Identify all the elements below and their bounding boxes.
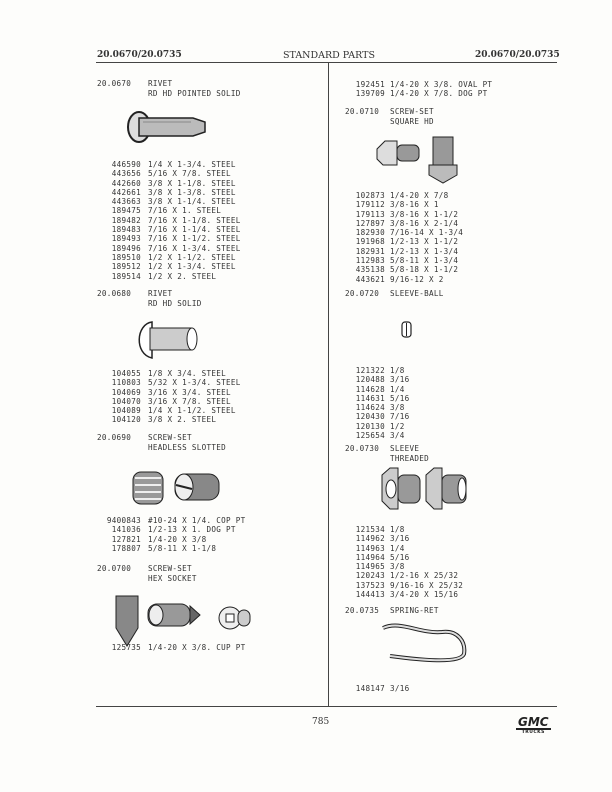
part-number: 120130 (355, 421, 385, 431)
section-title: SCREW-SET (390, 107, 434, 116)
section-code: 20.0680 (97, 289, 132, 298)
part-row (337, 210, 537, 219)
section-code: 20.0735 (345, 606, 380, 615)
part-number: 189482 (111, 215, 141, 225)
header-range-right: 20.0670/20.0735 (475, 50, 560, 60)
part-row (337, 228, 537, 237)
part-description: 7/16 X 1-3/4. STEEL (148, 243, 241, 253)
part-number: 104089 (111, 406, 141, 416)
part-number: 189483 (111, 225, 141, 235)
part-row (337, 366, 537, 375)
square-head-screw-icon (375, 135, 465, 185)
part-number: 443663 (111, 197, 141, 207)
part-description: 1/4-20 X 3/8. CUP PT (148, 643, 246, 652)
section-code: 20.0690 (97, 433, 132, 442)
part-number: 192451 (355, 80, 385, 89)
part-row (89, 179, 289, 188)
part-row (89, 234, 289, 243)
part-row (89, 378, 289, 387)
part-row (89, 516, 289, 525)
part-row (337, 562, 537, 571)
part-row (337, 237, 537, 246)
part-number: 112983 (355, 256, 385, 266)
part-row (89, 643, 289, 652)
part-description: 1/4 (390, 543, 405, 553)
section-title: SCREW-SET (148, 564, 192, 573)
header-range-left: 20.0670/20.0735 (97, 50, 182, 60)
part-row (89, 197, 289, 206)
section-title: SLEEVE (390, 444, 420, 453)
part-row (337, 80, 537, 89)
part-row (89, 535, 289, 544)
section-code: 20.0710 (345, 107, 380, 116)
part-number: 182930 (355, 228, 385, 238)
part-number: 442660 (111, 178, 141, 188)
part-description: 1/4 X 1-3/4. STEEL (148, 160, 236, 169)
threaded-sleeve-icon (380, 465, 470, 515)
part-number: 9400843 (106, 516, 141, 525)
part-row (337, 684, 537, 693)
ball-sleeve-icon (400, 320, 414, 340)
section-title: RIVET (148, 289, 173, 298)
part-number: 104055 (111, 369, 141, 378)
part-row (89, 160, 289, 169)
part-row (89, 525, 289, 534)
part-row (89, 397, 289, 406)
part-description: 3/8 (390, 403, 405, 413)
section-title: SCREW-SET (148, 433, 192, 442)
part-description: 3/8 X 1-1/8. STEEL (148, 178, 236, 188)
part-description: 1/8 (390, 366, 405, 375)
column-divider (328, 62, 329, 707)
part-number: 120243 (355, 571, 385, 581)
header-rule (96, 62, 557, 63)
part-number: 114965 (355, 562, 385, 572)
part-number: 104070 (111, 396, 141, 406)
part-description: 3/16 (390, 534, 410, 544)
part-row (337, 247, 537, 256)
part-description: 7/16 X 1-1/8. STEEL (148, 215, 241, 225)
part-number: 137523 (355, 580, 385, 590)
part-number: 189510 (111, 252, 141, 262)
part-description: 3/4 (390, 431, 405, 441)
section-title: RD HD POINTED SOLID (148, 89, 241, 98)
part-description: 3/8-16 X 1-1/2 (390, 209, 459, 219)
section-title: SPRING-RET (390, 606, 439, 615)
part-description: 1/2 X 1-3/4. STEEL (148, 262, 236, 272)
part-description: 5/16 (390, 552, 410, 562)
part-description: 7/16 (390, 412, 410, 422)
part-row (337, 200, 537, 209)
part-number: 139709 (355, 89, 385, 99)
part-row (337, 544, 537, 553)
part-number: 179112 (355, 200, 385, 210)
part-row (89, 169, 289, 178)
part-number: 144413 (355, 590, 385, 600)
part-description: 1/4 (390, 384, 405, 394)
part-number: 125654 (355, 431, 385, 441)
part-number: 114631 (355, 393, 385, 403)
part-number: 114964 (355, 552, 385, 562)
part-description: 5/16 X 7/8. STEEL (148, 169, 231, 179)
part-row (337, 553, 537, 562)
part-number: 189512 (111, 262, 141, 272)
part-number: 178807 (111, 543, 141, 553)
part-description: 1/2-13 X 1-1/2 (390, 237, 459, 247)
part-row (89, 188, 289, 197)
parts-list (337, 80, 537, 99)
section-title: RD HD SOLID (148, 299, 202, 308)
page-number: 785 (312, 717, 330, 727)
part-description: 1/4-20 X 3/8 (148, 534, 207, 544)
part-row (337, 571, 537, 580)
part-number: 182931 (355, 246, 385, 256)
part-row (89, 388, 289, 397)
part-row (337, 581, 537, 590)
part-description: 3/16 (390, 684, 410, 693)
part-number: 114963 (355, 543, 385, 553)
section-title: HEADLESS SLOTTED (148, 443, 226, 452)
part-row (89, 262, 289, 271)
part-row (337, 191, 537, 200)
parts-list (337, 684, 537, 693)
parts-list (337, 191, 537, 284)
part-description: 9/16-12 X 2 (390, 274, 444, 284)
parts-list (337, 366, 537, 440)
part-number: 443621 (355, 274, 385, 284)
parts-list (89, 516, 289, 553)
rivet-pointed-icon (125, 108, 215, 146)
part-description: 1/4-20 X 7/8. DOG PT (390, 89, 488, 99)
part-number: 446590 (111, 160, 141, 169)
set-screw-slotted-icon (130, 468, 230, 508)
part-description: 7/16 X 1-1/4. STEEL (148, 225, 241, 235)
part-row (337, 590, 537, 599)
part-number: 189475 (111, 206, 141, 216)
section-title: SQUARE HD (390, 117, 434, 126)
section-code: 20.0670 (97, 79, 132, 88)
part-row (337, 256, 537, 265)
part-number: 435138 (355, 265, 385, 275)
part-description: 1/4-20 X 3/8. OVAL PT (390, 80, 493, 89)
part-description: 5/8-11 X 1-3/4 (390, 256, 459, 266)
part-number: 189514 (111, 271, 141, 281)
section-code: 20.0700 (97, 564, 132, 573)
part-description: 1/4 X 1-1/2. STEEL (148, 406, 236, 416)
part-row (89, 415, 289, 424)
part-row (89, 544, 289, 553)
part-description: #10-24 X 1/4. COP PT (148, 516, 246, 525)
part-description: 1/2-13 X 1. DOG PT (148, 525, 236, 535)
part-description: 3/4-20 X 15/16 (390, 590, 459, 600)
part-number: 120430 (355, 412, 385, 422)
part-number: 189496 (111, 243, 141, 253)
part-number: 191968 (355, 237, 385, 247)
part-description: 5/8-11 X 1-1/8 (148, 543, 217, 553)
section-code: 20.0720 (345, 289, 380, 298)
part-number: 110803 (111, 378, 141, 388)
part-row (337, 375, 537, 384)
parts-list (337, 525, 537, 599)
part-description: 9/16-16 X 25/32 (390, 580, 464, 590)
part-row (337, 412, 537, 421)
part-number: 121534 (355, 525, 385, 534)
part-description: 3/8 X 1-3/8. STEEL (148, 187, 236, 197)
gmc-trucks-logo: GMC TRUCKS (518, 715, 549, 735)
section-title: HEX SOCKET (148, 574, 197, 583)
part-description: 1/2 X 2. STEEL (148, 271, 217, 281)
section-title: SLEEVE-BALL (390, 289, 444, 298)
part-row (337, 394, 537, 403)
part-description: 1/4-20 X 7/8 (390, 191, 449, 200)
part-number: 189493 (111, 234, 141, 244)
part-row (337, 431, 537, 440)
part-description: 3/8-16 X 2-1/4 (390, 218, 459, 228)
part-description: 1/2 (390, 421, 405, 431)
part-row (89, 272, 289, 281)
part-description: 3/16 (390, 375, 410, 385)
part-row (89, 216, 289, 225)
part-description: 1/2 X 1-1/2. STEEL (148, 252, 236, 262)
footer-rule (96, 706, 557, 707)
part-row (337, 403, 537, 412)
part-description: 7/16-14 X 1-3/4 (390, 228, 464, 238)
retaining-spring-icon (380, 620, 470, 670)
part-description: 3/8 (390, 562, 405, 572)
part-row (337, 525, 537, 534)
part-row (337, 219, 537, 228)
part-row (337, 89, 537, 98)
part-description: 1/2-16 X 25/32 (390, 571, 459, 581)
header-title: STANDARD PARTS (283, 50, 375, 61)
part-row (89, 244, 289, 253)
part-description: 3/8-16 X 1 (390, 200, 439, 210)
part-row (337, 265, 537, 274)
part-description: 1/2-13 X 1-3/4 (390, 246, 459, 256)
part-row (337, 385, 537, 394)
part-row (89, 206, 289, 215)
part-number: 443656 (111, 169, 141, 179)
part-description: 7/16 X 1. STEEL (148, 206, 222, 216)
part-row (89, 406, 289, 415)
part-number: 114628 (355, 384, 385, 394)
part-description: 1/8 (390, 525, 405, 534)
parts-list (89, 643, 289, 652)
section-title: RIVET (148, 79, 173, 88)
part-number: 102873 (355, 191, 385, 200)
part-row (337, 275, 537, 284)
parts-list (89, 160, 289, 281)
part-description: 3/16 X 3/4. STEEL (148, 387, 231, 397)
part-number: 121322 (355, 366, 385, 375)
part-number: 104120 (111, 415, 141, 425)
part-number: 114962 (355, 534, 385, 544)
part-row (89, 253, 289, 262)
part-description: 5/16 (390, 393, 410, 403)
part-row (89, 225, 289, 234)
part-number: 114624 (355, 403, 385, 413)
section-title: THREADED (390, 454, 429, 463)
part-description: 3/8 X 2. STEEL (148, 415, 217, 425)
part-description: 5/8-18 X 1-1/2 (390, 265, 459, 275)
part-description: 3/8 X 1-1/4. STEEL (148, 197, 236, 207)
part-number: 179113 (355, 209, 385, 219)
part-row (89, 369, 289, 378)
part-number: 148147 (355, 684, 385, 693)
part-description: 5/32 X 1-3/4. STEEL (148, 378, 241, 388)
parts-list (89, 369, 289, 425)
part-number: 104069 (111, 387, 141, 397)
part-number: 120488 (355, 375, 385, 385)
part-number: 141036 (111, 525, 141, 535)
part-description: 7/16 X 1-1/2. STEEL (148, 234, 241, 244)
part-number: 442661 (111, 187, 141, 197)
part-number: 125735 (111, 643, 141, 652)
part-description: 1/8 X 3/4. STEEL (148, 369, 226, 378)
rivet-solid-icon (130, 318, 205, 363)
part-number: 127821 (111, 534, 141, 544)
part-number: 127897 (355, 218, 385, 228)
set-screw-hex-socket-icon (108, 590, 258, 650)
part-description: 3/16 X 7/8. STEEL (148, 396, 231, 406)
part-row (337, 422, 537, 431)
section-code: 20.0730 (345, 444, 380, 453)
part-row (337, 534, 537, 543)
